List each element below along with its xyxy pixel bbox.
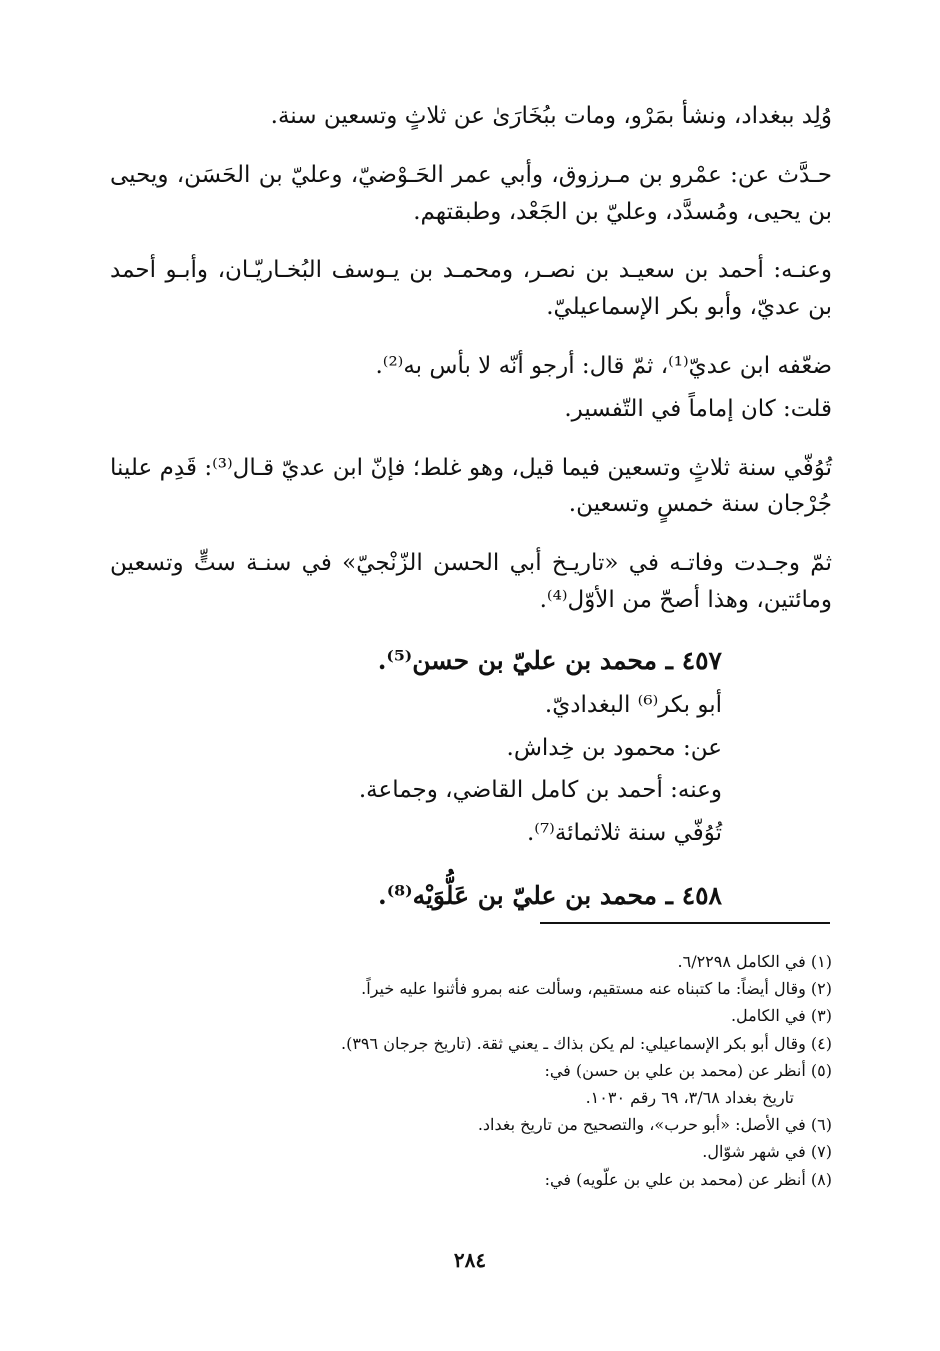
footnote-4: (٤) وقال أبو بكر الإسماعيلي: لم يكن بذاك ـ يعني ثقة. (تاريخ جرجان ٣٩٦).	[341, 1033, 832, 1053]
entry-title: ٤٥٨ ـ محمد بن عليّ بن عَلُّوَيْه⁽⁸⁾.	[378, 880, 722, 910]
footnote-5-continued: تاريخ بغداد ٣/٦٨، ٦٩ رقم ١٠٣٠.	[585, 1087, 794, 1107]
paragraph-weakened: ضعّفه ابن عديّ⁽¹⁾، ثمّ قال: أرجو أنّه لا بأس به⁽²⁾.	[375, 352, 832, 379]
footnote-3: (٣) في الكامل.	[730, 1006, 832, 1026]
entry-457	[110, 641, 832, 852]
paragraph-birth: وُلِد ببغداد، ونشأ بمَرْو، ومات ببُخَارَىٰ عن ثلاثٍ وتسعين سنة.	[270, 103, 832, 129]
footnotes	[160, 948, 832, 1193]
footnote-5: (٥) أنظر عن (محمد بن علي بن حسن) في:	[544, 1060, 832, 1080]
entry-458	[110, 876, 832, 916]
entry-line: عن: محمود بن خِداش.	[506, 734, 722, 761]
main-text	[110, 98, 832, 940]
footnote-1: (١) في الكامل ٦/٢٢٩٨.	[677, 952, 832, 971]
entry-line: أبو بكر⁽⁶⁾ البغداديّ.	[544, 691, 722, 718]
footnote-8: (٨) أنظر عن (محمد بن علي بن علّويه) في:	[544, 1169, 832, 1189]
paragraph-narrated-by: وعنـه: أحمد بن سعيـد بن نصـر، ومحمـد بن يـوسف البُخـاريّـان، وأبـو أحمد بن عديّ، وأبو بكر الإسماعيليّ.	[110, 257, 832, 321]
footnote-divider	[540, 922, 830, 924]
paragraph-death-found: ثمّ وجـدت وفاتـه في «تاريـخ أبي الحسن الزّنْجيّ» في سنـة ستٍّ وتسعين ومائتين، وهذا أصحّ من الأوّل⁽⁴⁾.	[110, 550, 832, 613]
entry-line: تُوُفّي سنة ثلاثمائة⁽⁷⁾.	[526, 820, 722, 847]
entry-title: ٤٥٧ ـ محمد بن عليّ بن حسن⁽⁵⁾.	[377, 645, 722, 675]
footnote-6: (٦) في الأصل: «أبو حرب»، والتصحيح من تاريخ بغداد.	[477, 1115, 832, 1135]
footnote-2: (٢) وقال أيضاً: ما كتبناه عنه مستقيم، وسألت عنه بمرو فأثنوا عليه خيراً.	[361, 979, 832, 999]
entry-line: وعنه: أحمد بن كامل القاضي، وجماعة.	[358, 777, 722, 804]
paragraph-imam: قلت: كان إماماً في التّفسير.	[564, 395, 832, 422]
paragraph-narrated-from: حـدَّث عن: عمْرو بن مـرزوق، وأبي عمر الحَـوْضيّ، وعليّ بن الحَسَن، ويحيى بن يحيى، ومُسدَّد، وعليّ بن الجَعْد، وطبقتهم.	[110, 161, 832, 225]
footnote-7: (٧) في شهر شوّال.	[702, 1142, 832, 1162]
paragraph-death: تُوُفّي سنة ثلاثٍ وتسعين فيما قيل، وهو غلط؛ فإنّ ابن عديّ قـال⁽³⁾: قَدِم علينا جُرْجان سنة خمسٍ وتسعين.	[110, 454, 832, 518]
page-number: ٢٨٤	[453, 1248, 487, 1272]
